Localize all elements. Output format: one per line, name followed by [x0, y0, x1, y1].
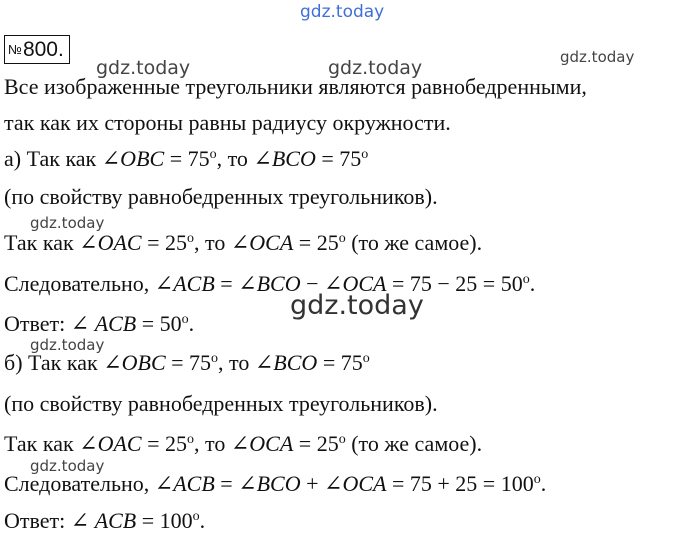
part-b-line-1: б) Так как ∠OBC = $75^o$, то ∠BCO = $75^o$ — [4, 350, 370, 375]
watermark: gdz.today — [96, 57, 191, 79]
part-b-line-2: (по свойству равнобедренных треугольников). — [4, 391, 438, 416]
part-a-line-3: Так как ∠OAC = $25^o$, то ∠OCA = $25^o$ (то же самое). — [4, 230, 483, 255]
watermark: gdz.today — [30, 336, 105, 354]
part-b-line-4: Следовательно, ∠ACB = ∠BCO + ∠OCA = $75 + 25 = 100^o$. — [4, 471, 547, 496]
part-a-answer: Ответ: ∠ ACB = $50^o$. — [4, 311, 195, 336]
watermark: gdz.today — [560, 48, 635, 66]
watermark-large: gdz.today — [290, 290, 424, 321]
part-a-line-1: а) Так как ∠OBC = $75^o$, то ∠BCO = $75^o$ — [4, 146, 369, 171]
part-b-line-3: Так как ∠OAC = $25^o$, то ∠OCA = $25^o$ (то же самое). — [4, 431, 483, 456]
part-a-line-4: Следовательно, ∠ACB = ∠BCO − ∠OCA = $75 - 25 = 50^o$. — [4, 271, 536, 296]
watermark: gdz.today — [30, 457, 105, 475]
intro-line-1: Все изображенные треугольники являются равнобедренными, — [4, 74, 587, 99]
watermark: gdz.today — [30, 214, 105, 232]
part-a-line-2: (по свойству равнобедренных треугольников). — [4, 184, 438, 209]
watermark-top: gdz.today — [300, 2, 385, 22]
part-b-answer: Ответ: ∠ ACB = $100^o$. — [4, 508, 206, 533]
problem-number: №800. — [4, 35, 70, 64]
watermark: gdz.today — [328, 57, 423, 79]
intro-line-2: так как их стороны равны радиусу окружности. — [4, 110, 451, 135]
